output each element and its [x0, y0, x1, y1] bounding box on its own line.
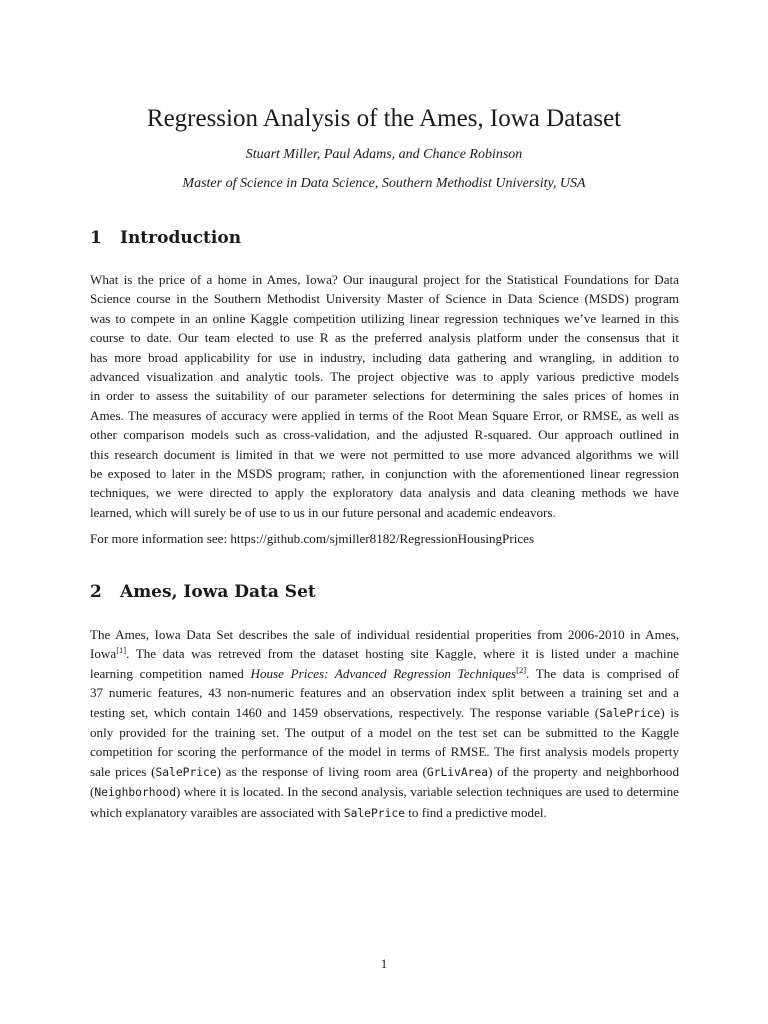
page-number: 1 — [380, 956, 388, 971]
text-run: testing set, which contain 1460 and 1459 observations, respectively. The response variable ( — [90, 704, 600, 720]
text-line: competition for scoring the performance of the model in terms of RMSE. The first analysis models property — [90, 744, 679, 760]
data-set-paragraph — [90, 625, 679, 823]
text-line: in order to assess the suitability of our parameter selections for determining the sales prices of homes in — [90, 388, 679, 404]
section-number: 2 — [90, 582, 102, 602]
author-list: Stuart Miller, Paul Adams, and Chance Robinson — [245, 147, 523, 162]
text-run: ( — [90, 784, 95, 800]
text-line: Ames. The measures of accuracy were applied in terms of the Root Mean Square Error, or RMSE, as well as — [90, 407, 679, 423]
code-grlivarea: GrLivArea — [426, 765, 489, 779]
text-line: other comparison models such as cross-validation, and the adjusted R-squared. Our approach outlined in — [90, 427, 679, 443]
text-line: was to compete in an online Kaggle competition utilizing linear regression techniques we’ve learned in this — [90, 310, 679, 326]
text-run: ) where it is located. In the second analysis, variable selection techniques are used to determine — [176, 784, 679, 800]
affiliation: Master of Science in Data Science, Southern Methodist University, USA — [182, 176, 586, 191]
competition-name: House Prices: Advanced Regression Techniques — [250, 665, 517, 681]
code-saleprice: SalePrice — [155, 765, 217, 779]
text-line — [90, 664, 679, 683]
text-run: Iowa — [90, 646, 117, 662]
text-line — [90, 644, 679, 663]
text-line — [90, 703, 679, 723]
text-line: has more broad applicability for use in industry, including data gathering and wrangling, in addition to — [90, 349, 679, 365]
text-line — [90, 782, 679, 802]
text-line: course to date. Our team elected to use R as the preferred analysis platform under the consensus that it — [90, 330, 679, 346]
text-line: Science course in the Southern Methodist University Master of Science in Data Science (MSDS) program — [90, 291, 679, 307]
text-line: only provided for the training set. The output of a model on the test set can be submitted to the Kaggle — [90, 725, 679, 741]
text-run: which explanatory varaibles are associated with — [90, 804, 344, 820]
code-saleprice: SalePrice — [599, 706, 661, 720]
text-line — [90, 762, 679, 782]
text-line: techniques, we were directed to apply the exploratory data analysis and data cleaning methods we have — [90, 485, 679, 501]
text-line: be exposed to later in the MSDS program; rather, in conjunction with the aforementioned linear regression — [90, 466, 679, 482]
text-line: advanced visualization and analytic tools. The project objective was to apply various predictive models — [90, 369, 679, 385]
section-heading-data-set — [90, 581, 316, 603]
more-info-link-text[interactable]: For more information see: https://github.com/sjmiller8182/RegressionHousingPrices — [90, 531, 535, 546]
section-heading-introduction — [90, 227, 241, 249]
text-run: ) is — [660, 704, 680, 720]
text-run: learning competition named — [90, 665, 251, 681]
introduction-paragraph — [90, 270, 679, 522]
text-run: ) as the response of living room area ( — [216, 763, 427, 779]
section-title: Ames, Iowa Data Set — [120, 582, 316, 602]
section-number: 1 — [90, 228, 102, 248]
citation-ref-2[interactable]: [2] — [516, 664, 527, 675]
text-line: 37 numeric features, 43 non-numeric features and an observation index split between a training set and a — [90, 685, 679, 701]
text-run: ) of the property and neighborhood — [488, 763, 679, 779]
text-line: this research document is limited in that we were not permitted to use more advanced algorithms we will — [90, 446, 679, 462]
code-neighborhood: Neighborhood — [94, 786, 176, 800]
text-run: sale prices ( — [90, 763, 156, 779]
text-line — [90, 803, 679, 823]
more-info-paragraph — [90, 529, 679, 548]
text-line: learned, which will surely be of use to us in our future personal and academic endeavors. — [90, 504, 556, 520]
text-line: What is the price of a home in Ames, Iowa? Our inaugural project for the Statistical Foundations for Data — [90, 272, 679, 287]
section-title: Introduction — [120, 228, 242, 248]
code-saleprice: SalePrice — [343, 806, 405, 820]
text-line: The Ames, Iowa Data Set describes the sale of individual residential properities from 2006-2010 in Ames, — [90, 627, 679, 642]
text-run: . The data was retreved from the dataset hosting site Kaggle, where it is listed under a machine — [126, 646, 679, 662]
citation-ref-1[interactable]: [1] — [116, 645, 127, 656]
text-run: . The data is comprised of — [526, 665, 679, 681]
paper-title: Regression Analysis of the Ames, Iowa Dataset — [146, 105, 622, 132]
text-run: to find a predictive model. — [405, 804, 547, 820]
